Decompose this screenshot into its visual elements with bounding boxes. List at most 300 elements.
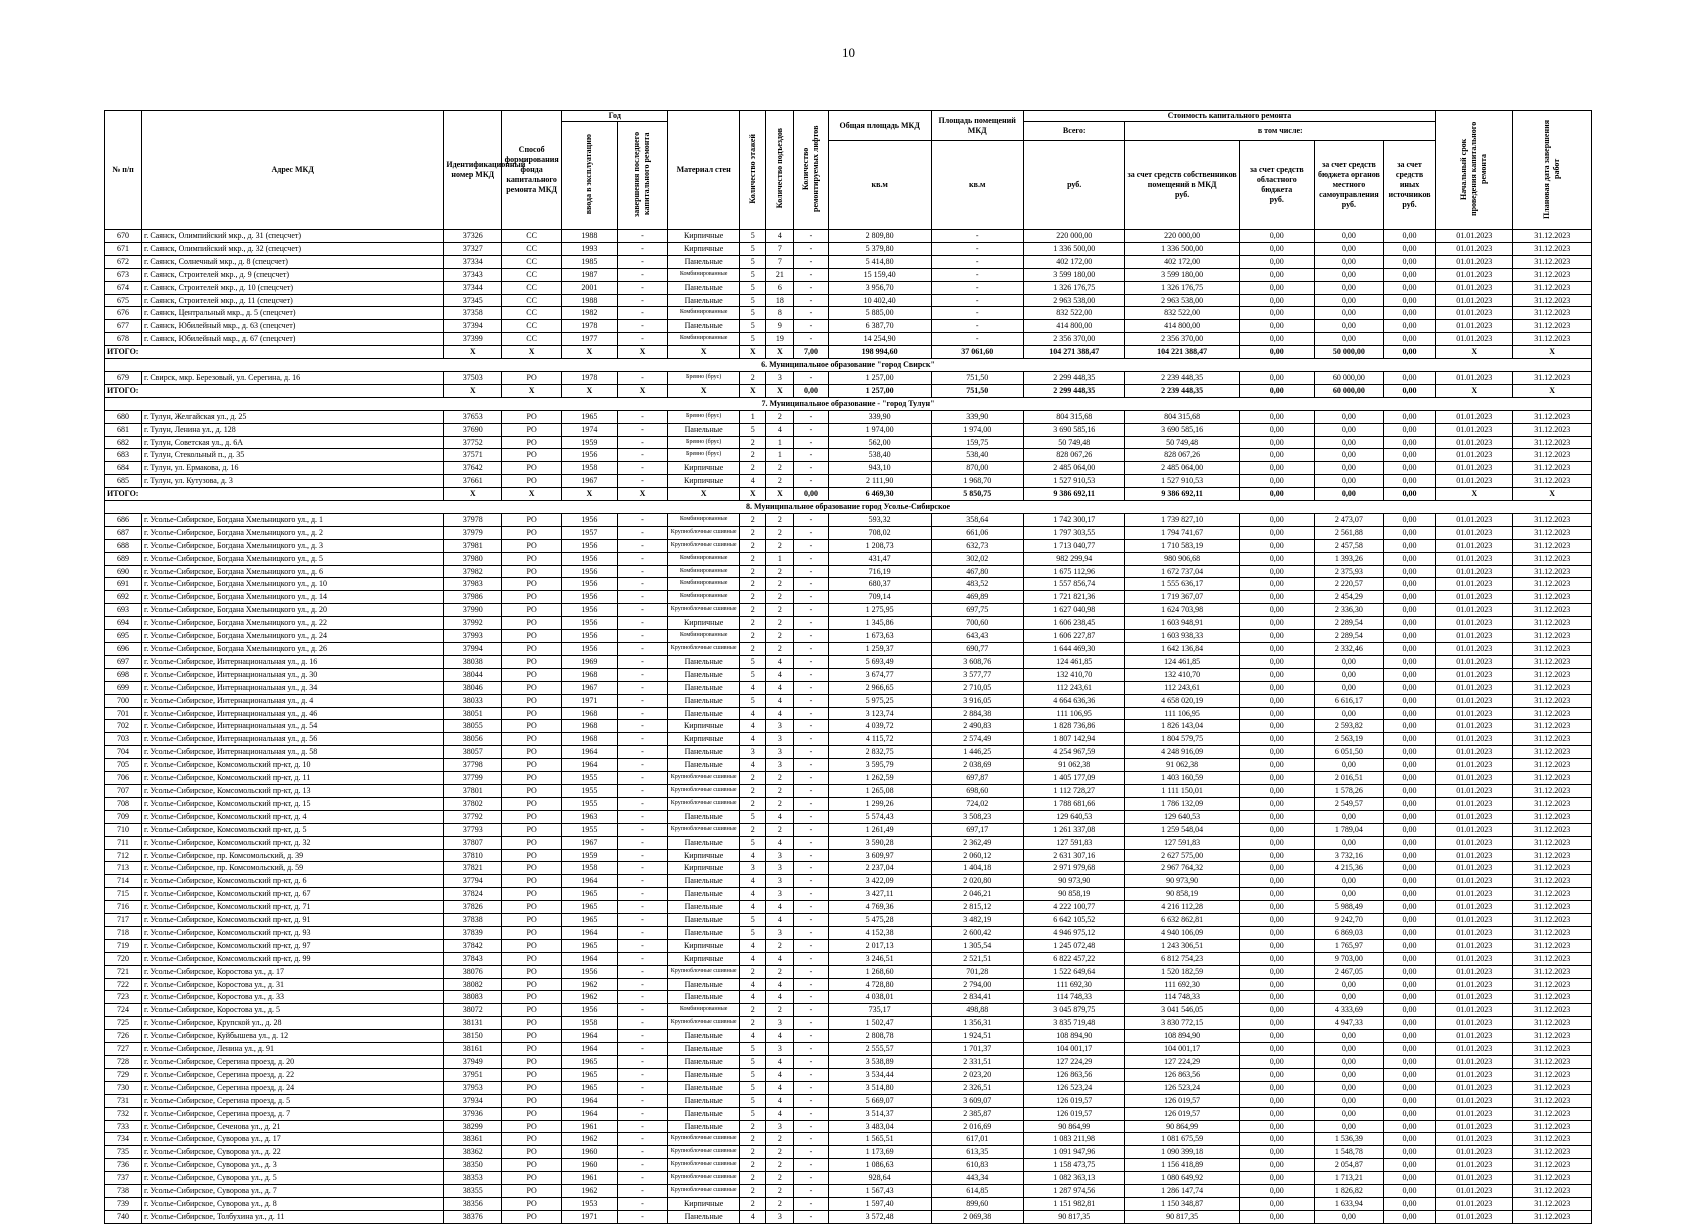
table-cell: 0,00 xyxy=(1314,294,1383,307)
table-row xyxy=(105,1197,1592,1210)
table-cell: - xyxy=(794,617,829,630)
table-cell: РО xyxy=(502,797,562,810)
table-cell: 0,00 xyxy=(1239,449,1314,462)
table-cell: 31.12.2023 xyxy=(1513,1120,1592,1133)
table-cell: 980 906,68 xyxy=(1125,552,1239,565)
table-cell: 0,00 xyxy=(1239,423,1314,436)
header-year-group: Год xyxy=(562,111,668,122)
address-cell: г. Усолье-Сибирское, Богдана Хмельницкого ул., д. 6 xyxy=(141,565,443,578)
table-cell: Панельные xyxy=(668,1068,740,1081)
table-cell: 4 xyxy=(739,707,766,720)
table-cell: Кирпичные xyxy=(668,862,740,875)
total-cell: 7,00 xyxy=(794,346,829,359)
table-row xyxy=(105,810,1592,823)
table-cell: 4 946 975,12 xyxy=(1023,926,1125,939)
address-cell: г. Усолье-Сибирское, Богдана Хмельницкого ул., д. 1 xyxy=(141,513,443,526)
table-row xyxy=(105,462,1592,475)
table-row xyxy=(105,565,1592,578)
table-cell: 01.01.2023 xyxy=(1436,939,1513,952)
table-cell: 01.01.2023 xyxy=(1436,862,1513,875)
unit-total-rub: руб. xyxy=(1023,141,1125,230)
total-cell: X xyxy=(668,346,740,359)
table-cell: - xyxy=(794,707,829,720)
table-cell: 701,28 xyxy=(931,965,1023,978)
table-cell: 31.12.2023 xyxy=(1513,1056,1592,1069)
table-cell: 402 172,00 xyxy=(1125,255,1239,268)
table-cell: 2 971 979,68 xyxy=(1023,862,1125,875)
table-cell: РО xyxy=(502,655,562,668)
table-cell: 692 xyxy=(105,591,142,604)
table-cell: - xyxy=(794,1197,829,1210)
table-cell: 38376 xyxy=(444,1210,502,1223)
table-cell: 1968 xyxy=(562,707,617,720)
table-cell: 111 692,30 xyxy=(1023,978,1125,991)
table-cell: 1956 xyxy=(562,578,617,591)
table-cell: 01.01.2023 xyxy=(1436,772,1513,785)
table-row xyxy=(105,617,1592,630)
table-cell: - xyxy=(617,862,668,875)
table-cell: 37343 xyxy=(444,268,502,281)
table-cell: 1 336 500,00 xyxy=(1023,242,1125,255)
table-cell: 738 xyxy=(105,1185,142,1198)
table-cell: 3 xyxy=(766,746,794,759)
table-row xyxy=(105,1146,1592,1159)
table-cell: 1 081 675,59 xyxy=(1125,1133,1239,1146)
table-cell: 3 123,74 xyxy=(828,707,931,720)
total-cell: 0,00 xyxy=(794,384,829,397)
table-cell: 37752 xyxy=(444,436,502,449)
table-cell: Крупноблочные сшивные xyxy=(668,643,740,656)
table-row xyxy=(105,965,1592,978)
table-cell: - xyxy=(794,681,829,694)
table-cell: 31.12.2023 xyxy=(1513,1017,1592,1030)
table-cell: 0,00 xyxy=(1384,410,1436,423)
table-cell: 0,00 xyxy=(1314,333,1383,346)
table-cell: 718 xyxy=(105,926,142,939)
table-cell: 0,00 xyxy=(1239,1185,1314,1198)
table-cell: Панельные xyxy=(668,694,740,707)
table-cell: 31.12.2023 xyxy=(1513,952,1592,965)
table-cell: 0,00 xyxy=(1314,320,1383,333)
table-cell: 4 115,72 xyxy=(828,733,931,746)
table-cell: 0,00 xyxy=(1314,230,1383,243)
table-cell: 1 786 132,09 xyxy=(1125,797,1239,810)
table-row xyxy=(105,668,1592,681)
table-cell: 37653 xyxy=(444,410,502,423)
table-cell: 0,00 xyxy=(1384,630,1436,643)
table-cell: 2 xyxy=(766,1004,794,1017)
table-cell: - xyxy=(617,1030,668,1043)
total-cell: 104 271 388,47 xyxy=(1023,346,1125,359)
table-row xyxy=(105,1210,1592,1223)
table-cell: 0,00 xyxy=(1239,965,1314,978)
table-cell: - xyxy=(794,849,829,862)
table-cell: 614,85 xyxy=(931,1185,1023,1198)
table-cell: - xyxy=(617,294,668,307)
table-cell: 0,00 xyxy=(1239,1120,1314,1133)
table-cell: 38044 xyxy=(444,668,502,681)
table-cell: 1 522 649,64 xyxy=(1023,965,1125,978)
table-cell: РО xyxy=(502,965,562,978)
table-cell: 671 xyxy=(105,242,142,255)
repair-plan-table xyxy=(104,110,1592,1224)
table-cell: 1 156 418,89 xyxy=(1125,1159,1239,1172)
table-cell: 90 858,19 xyxy=(1125,888,1239,901)
table-cell: 4 xyxy=(766,230,794,243)
table-cell: РО xyxy=(502,578,562,591)
table-cell: 1 326 176,75 xyxy=(1125,281,1239,294)
table-cell: 1967 xyxy=(562,836,617,849)
address-cell: г. Усолье-Сибирское, Коростова ул., д. 31 xyxy=(141,978,443,991)
table-cell: 1 356,31 xyxy=(931,1017,1023,1030)
table-cell: 701 xyxy=(105,707,142,720)
table-cell: 126 019,57 xyxy=(1023,1094,1125,1107)
table-cell: 0,00 xyxy=(1239,255,1314,268)
table-cell: - xyxy=(794,230,829,243)
table-cell: 5 xyxy=(739,1056,766,1069)
total-cell: 37 061,60 xyxy=(931,346,1023,359)
table-cell: 1959 xyxy=(562,436,617,449)
table-cell: 3 xyxy=(766,1120,794,1133)
table-cell: Крупноблочные сшивные xyxy=(668,965,740,978)
table-cell: 0,00 xyxy=(1239,746,1314,759)
table-cell: 1965 xyxy=(562,901,617,914)
table-cell: 9 xyxy=(766,320,794,333)
table-cell: 4 xyxy=(739,901,766,914)
table-cell: 37821 xyxy=(444,862,502,875)
table-cell: 703 xyxy=(105,733,142,746)
table-cell: 31.12.2023 xyxy=(1513,1094,1592,1107)
table-cell: 712 xyxy=(105,849,142,862)
table-cell: 37936 xyxy=(444,1107,502,1120)
table-cell: 129 640,53 xyxy=(1125,810,1239,823)
table-cell: - xyxy=(617,810,668,823)
table-cell: 0,00 xyxy=(1314,1094,1383,1107)
table-cell: Крупноблочные сшивные xyxy=(668,1133,740,1146)
table-cell: 1 158 473,75 xyxy=(1023,1159,1125,1172)
table-cell: 1 739 827,10 xyxy=(1125,513,1239,526)
table-cell: 0,00 xyxy=(1239,888,1314,901)
table-cell: 4 658 020,19 xyxy=(1125,694,1239,707)
table-cell: 01.01.2023 xyxy=(1436,849,1513,862)
table-cell: 37798 xyxy=(444,759,502,772)
table-cell: 5 xyxy=(739,242,766,255)
address-cell: г. Саянск, Олимпийский мкр., д. 31 (спецсчет) xyxy=(141,230,443,243)
table-cell: 737 xyxy=(105,1172,142,1185)
table-cell: Панельные xyxy=(668,836,740,849)
table-cell: РО xyxy=(502,1120,562,1133)
table-cell: - xyxy=(794,797,829,810)
table-cell: 0,00 xyxy=(1384,1197,1436,1210)
table-cell: РО xyxy=(502,591,562,604)
table-cell: 127 224,29 xyxy=(1125,1056,1239,1069)
table-cell: 1955 xyxy=(562,772,617,785)
table-cell: 01.01.2023 xyxy=(1436,1030,1513,1043)
total-cell: 9 386 692,11 xyxy=(1125,488,1239,501)
table-cell: 710 xyxy=(105,823,142,836)
table-cell: 2 xyxy=(739,565,766,578)
table-cell: 31.12.2023 xyxy=(1513,888,1592,901)
table-cell: 01.01.2023 xyxy=(1436,978,1513,991)
table-cell: 732 xyxy=(105,1107,142,1120)
table-cell: 1 719 367,07 xyxy=(1125,591,1239,604)
table-cell: 4 xyxy=(766,914,794,927)
table-cell: Крупноблочные сшивные xyxy=(668,1017,740,1030)
table-cell: - xyxy=(617,643,668,656)
table-cell: 715 xyxy=(105,888,142,901)
table-cell: 0,00 xyxy=(1314,1056,1383,1069)
table-cell: 726 xyxy=(105,1030,142,1043)
table-cell: 0,00 xyxy=(1384,1146,1436,1159)
table-cell: 2 xyxy=(739,604,766,617)
header-start: Начальный срок проведения капитального ремонта xyxy=(1436,111,1513,230)
table-cell: 4 664 636,36 xyxy=(1023,694,1125,707)
table-cell: 2 xyxy=(766,578,794,591)
header-floors: Количество этажей xyxy=(739,111,766,230)
table-cell: - xyxy=(617,991,668,1004)
table-cell: РО xyxy=(502,410,562,423)
table-cell: - xyxy=(931,242,1023,255)
table-cell: 4 940 106,09 xyxy=(1125,926,1239,939)
table-cell: 0,00 xyxy=(1384,643,1436,656)
table-cell: 1 968,70 xyxy=(931,475,1023,488)
total-cell: X xyxy=(1513,488,1592,501)
table-cell: 2 xyxy=(766,617,794,630)
table-cell: РО xyxy=(502,720,562,733)
table-cell: 37810 xyxy=(444,849,502,862)
table-cell: 1 721 821,36 xyxy=(1023,591,1125,604)
table-cell: 31.12.2023 xyxy=(1513,1081,1592,1094)
table-cell: 1993 xyxy=(562,242,617,255)
address-cell: г. Усолье-Сибирское, Комсомольский пр-кт, д. 32 xyxy=(141,836,443,849)
address-cell: г. Тулун, Советская ул., д. 6А xyxy=(141,436,443,449)
table-row xyxy=(105,694,1592,707)
total-cell: X xyxy=(1436,346,1513,359)
table-cell: 01.01.2023 xyxy=(1436,759,1513,772)
table-cell: 2 593,82 xyxy=(1314,720,1383,733)
table-cell: 1964 xyxy=(562,759,617,772)
table-cell: 01.01.2023 xyxy=(1436,539,1513,552)
table-cell: Панельные xyxy=(668,423,740,436)
table-cell: - xyxy=(617,230,668,243)
table-cell: 01.01.2023 xyxy=(1436,643,1513,656)
table-cell: 0,00 xyxy=(1384,965,1436,978)
table-cell: - xyxy=(617,849,668,862)
table-cell: 1 257,00 xyxy=(828,371,931,384)
table-cell: 414 800,00 xyxy=(1023,320,1125,333)
table-cell: 01.01.2023 xyxy=(1436,281,1513,294)
table-cell: 31.12.2023 xyxy=(1513,578,1592,591)
table-cell: 1 265,08 xyxy=(828,784,931,797)
table-cell: 3 674,77 xyxy=(828,668,931,681)
table-cell: РО xyxy=(502,746,562,759)
table-cell: Панельные xyxy=(668,707,740,720)
table-cell: 01.01.2023 xyxy=(1436,875,1513,888)
table-cell: 31.12.2023 xyxy=(1513,668,1592,681)
table-cell: 4 xyxy=(766,1094,794,1107)
table-cell: 31.12.2023 xyxy=(1513,939,1592,952)
table-cell: 31.12.2023 xyxy=(1513,268,1592,281)
table-cell: 4 xyxy=(766,694,794,707)
table-cell: Комбинированные xyxy=(668,565,740,578)
header-method: Способ формирования фонда капитального ремонта МКД xyxy=(502,111,562,230)
table-cell: 108 894,90 xyxy=(1023,1030,1125,1043)
table-cell: 1 086,63 xyxy=(828,1159,931,1172)
table-cell: - xyxy=(617,926,668,939)
table-cell: 2 289,54 xyxy=(1314,630,1383,643)
address-cell: г. Усолье-Сибирское, Комсомольский пр-кт, д. 13 xyxy=(141,784,443,797)
table-cell: 1 090 399,18 xyxy=(1125,1146,1239,1159)
table-row xyxy=(105,1172,1592,1185)
table-cell: Панельные xyxy=(668,255,740,268)
table-cell: - xyxy=(794,449,829,462)
table-cell: 1956 xyxy=(562,565,617,578)
table-row xyxy=(105,268,1592,281)
address-cell: г. Тулун, Стекольный п., д. 35 xyxy=(141,449,443,462)
table-cell: 1 287 974,56 xyxy=(1023,1185,1125,1198)
total-cell: X xyxy=(766,346,794,359)
table-cell: РО xyxy=(502,991,562,1004)
table-cell: 31.12.2023 xyxy=(1513,901,1592,914)
table-row xyxy=(105,849,1592,862)
table-cell: 2 xyxy=(766,772,794,785)
table-cell: 1 536,39 xyxy=(1314,1133,1383,1146)
table-body xyxy=(105,230,1592,1224)
table-cell: 0,00 xyxy=(1384,707,1436,720)
table-cell: 1955 xyxy=(562,823,617,836)
table-cell: - xyxy=(794,926,829,939)
table-cell: - xyxy=(617,694,668,707)
table-cell: 31.12.2023 xyxy=(1513,849,1592,862)
table-cell: 01.01.2023 xyxy=(1436,1068,1513,1081)
table-cell: 01.01.2023 xyxy=(1436,449,1513,462)
table-cell: 1 603 948,91 xyxy=(1125,617,1239,630)
table-cell: 3 609,07 xyxy=(931,1094,1023,1107)
table-cell: 5 xyxy=(739,333,766,346)
table-row xyxy=(105,630,1592,643)
table-cell: 3 xyxy=(766,720,794,733)
table-cell: - xyxy=(617,565,668,578)
address-cell: г. Усолье-Сибирское, Ленина ул., д. 91 xyxy=(141,1043,443,1056)
table-cell: 5 xyxy=(739,307,766,320)
table-cell: - xyxy=(794,733,829,746)
table-cell: - xyxy=(794,591,829,604)
table-cell: 0,00 xyxy=(1384,939,1436,952)
table-cell: Комбинированные xyxy=(668,591,740,604)
address-cell: г. Усолье-Сибирское, Богдана Хмельницкого ул., д. 20 xyxy=(141,604,443,617)
table-cell: - xyxy=(617,939,668,952)
table-cell: 982 299,94 xyxy=(1023,552,1125,565)
table-cell: 1 642 136,84 xyxy=(1125,643,1239,656)
table-cell: 01.01.2023 xyxy=(1436,1146,1513,1159)
table-cell: 90 973,90 xyxy=(1023,875,1125,888)
table-cell: 126 019,57 xyxy=(1023,1107,1125,1120)
table-cell: 674 xyxy=(105,281,142,294)
table-cell: РО xyxy=(502,449,562,462)
table-row xyxy=(105,242,1592,255)
table-cell: 2 485 064,00 xyxy=(1023,462,1125,475)
table-cell: Панельные xyxy=(668,1107,740,1120)
table-cell: 1 794 741,67 xyxy=(1125,526,1239,539)
table-cell: 0,00 xyxy=(1384,526,1436,539)
table-cell: 1 259 548,04 xyxy=(1125,823,1239,836)
table-cell: 1965 xyxy=(562,939,617,952)
table-cell: 2 xyxy=(766,539,794,552)
table-cell: 5 xyxy=(739,810,766,823)
table-cell: 0,00 xyxy=(1384,875,1436,888)
table-cell: 2 457,58 xyxy=(1314,539,1383,552)
table-cell: 672 xyxy=(105,255,142,268)
table-cell: 0,00 xyxy=(1239,1030,1314,1043)
table-cell: - xyxy=(794,1068,829,1081)
address-cell: г. Усолье-Сибирское, Комсомольский пр-кт, д. 11 xyxy=(141,772,443,785)
table-cell: 01.01.2023 xyxy=(1436,668,1513,681)
table-cell: 31.12.2023 xyxy=(1513,655,1592,668)
table-cell: 2 xyxy=(739,371,766,384)
table-cell: 0,00 xyxy=(1384,617,1436,630)
table-cell: 3 514,80 xyxy=(828,1081,931,1094)
table-cell: СС xyxy=(502,294,562,307)
table-cell: 1 974,00 xyxy=(828,423,931,436)
table-cell: 1978 xyxy=(562,371,617,384)
total-cell: X xyxy=(766,384,794,397)
table-cell: 2 xyxy=(739,772,766,785)
table-row xyxy=(105,784,1592,797)
total-cell: X xyxy=(562,346,617,359)
table-cell: 1956 xyxy=(562,513,617,526)
table-cell: Кирпичные xyxy=(668,242,740,255)
table-cell: 1 789,04 xyxy=(1314,823,1383,836)
table-cell: 3 608,76 xyxy=(931,655,1023,668)
table-cell: 37571 xyxy=(444,449,502,462)
table-cell: 3 538,89 xyxy=(828,1056,931,1069)
table-cell: 0,00 xyxy=(1314,888,1383,901)
table-cell: 1 710 583,19 xyxy=(1125,539,1239,552)
table-cell: 5 379,80 xyxy=(828,242,931,255)
table-cell: 4 xyxy=(739,1210,766,1223)
table-cell: 2 239 448,35 xyxy=(1125,371,1239,384)
table-cell: 0,00 xyxy=(1384,371,1436,384)
table-cell: - xyxy=(794,901,829,914)
address-cell: г. Усолье-Сибирское, Богдана Хмельницкого ул., д. 26 xyxy=(141,643,443,656)
table-cell: 2 561,88 xyxy=(1314,526,1383,539)
table-cell: - xyxy=(794,810,829,823)
table-cell: 0,00 xyxy=(1239,410,1314,423)
table-cell: 132 410,70 xyxy=(1125,668,1239,681)
table-cell: 467,80 xyxy=(931,565,1023,578)
table-cell: 2 385,87 xyxy=(931,1107,1023,1120)
table-cell: Панельные xyxy=(668,281,740,294)
table-cell: 0,00 xyxy=(1239,643,1314,656)
table-cell: Кирпичные xyxy=(668,939,740,952)
table-cell: 1 578,26 xyxy=(1314,784,1383,797)
header-regional xyxy=(1239,141,1314,230)
table-cell: 0,00 xyxy=(1314,462,1383,475)
table-cell: - xyxy=(617,784,668,797)
table-cell: 31.12.2023 xyxy=(1513,978,1592,991)
table-cell: 4 xyxy=(766,681,794,694)
address-cell: г. Тулун, ул. Ермакова, д. 16 xyxy=(141,462,443,475)
table-cell: - xyxy=(617,591,668,604)
table-cell: 1 262,59 xyxy=(828,772,931,785)
table-cell: - xyxy=(617,539,668,552)
table-cell: 0,00 xyxy=(1314,655,1383,668)
address-cell: г. Саянск, Юбилейный мкр., д. 67 (спецсчет) xyxy=(141,333,443,346)
total-cell: 1 257,00 xyxy=(828,384,931,397)
table-cell: 0,00 xyxy=(1239,513,1314,526)
table-cell: 38076 xyxy=(444,965,502,978)
table-cell: 31.12.2023 xyxy=(1513,230,1592,243)
